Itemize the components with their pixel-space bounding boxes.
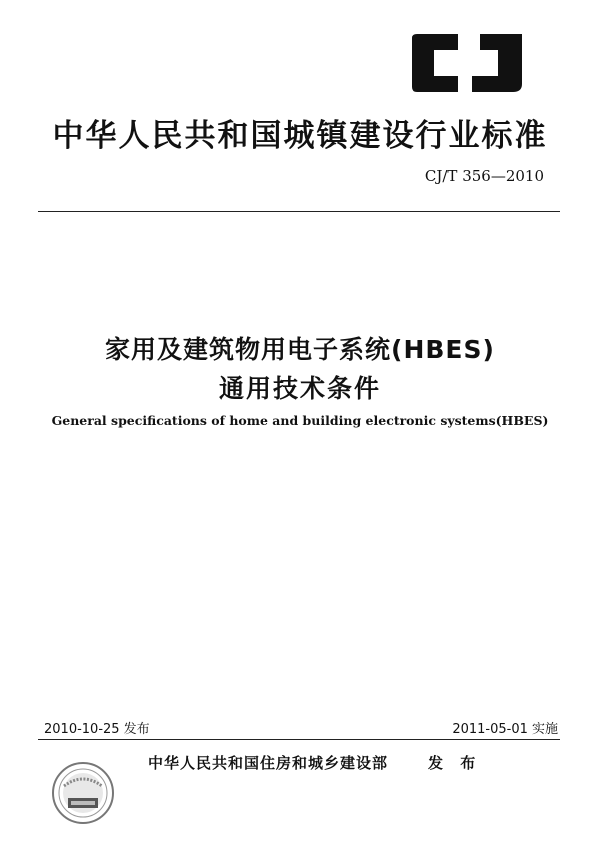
issue-date: 2010-10-25 发布 (44, 722, 150, 737)
implementation-date: 2011-05-01 实施 (452, 722, 558, 737)
top-divider (38, 211, 560, 212)
issue-label: 发 布 (428, 754, 482, 772)
title-chinese-line-1: 家用及建筑物用电子系统(HBES) (105, 335, 495, 364)
standard-type-heading: 中华人民共和国城镇建设行业标准 (52, 118, 548, 154)
issuing-authority: 中华人民共和国住房和城乡建设部 (148, 754, 389, 772)
copyright-seal-stamp (50, 760, 116, 826)
cj-logo (408, 32, 526, 94)
title-english: General specifications of home and building electronic systems(HBES) (51, 413, 549, 428)
title-chinese-line-2: 通用技术条件 (218, 374, 381, 403)
standard-number: CJ/T 356—2010 (424, 167, 544, 185)
bottom-divider (38, 739, 560, 740)
